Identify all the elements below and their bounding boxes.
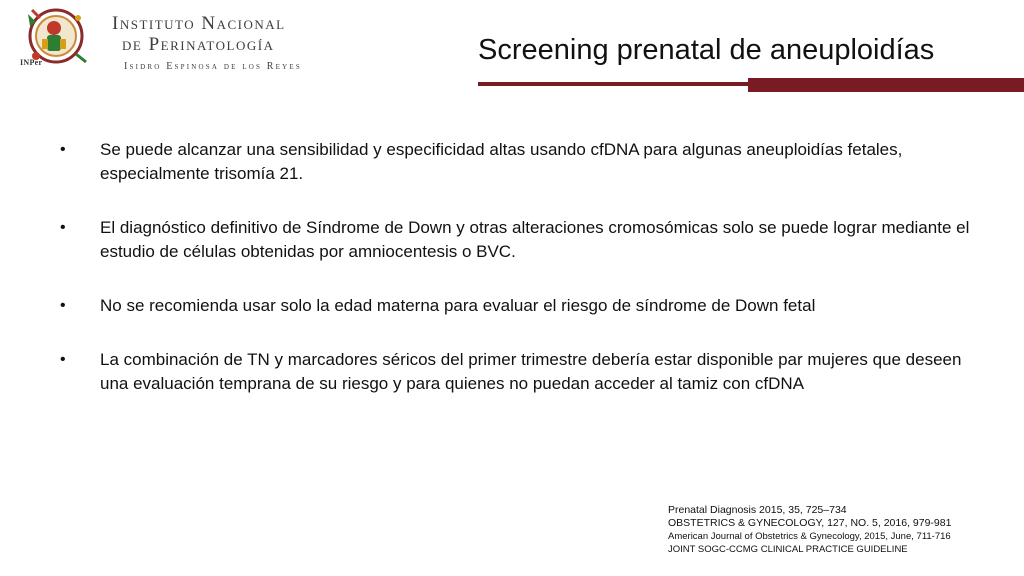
bullet-text: Se puede alcanzar una sensibilidad y especificidad altas usando cfDNA para algunas aneuploidías fetales, especialmente trisomía 21. [100, 140, 903, 183]
bullet-text: La combinación de TN y marcadores séricos del primer trimestre debería estar disponible par mujeres que deseen una evaluación temprana de su riesgo y para quienes no puedan acceder al tamiz con cfDNA [100, 350, 962, 393]
reference-item: OBSTETRICS & GYNECOLOGY, 127, NO. 5, 2016, 979-981 [668, 517, 952, 529]
reference-item: American Journal of Obstetrics & Gynecology, 2015, June, 711-716 [668, 531, 951, 542]
bullet-item [60, 138, 980, 186]
institution-name [112, 14, 302, 72]
bullet-marker: • [60, 141, 66, 158]
slide-title: Screening prenatal de aneuploidías [478, 34, 935, 66]
institution-name-line2: de Perinatología [122, 34, 275, 55]
bullet-item [60, 348, 980, 396]
bullet-item [60, 216, 980, 264]
institution-subtitle: Isidro Espinosa de los Reyes [124, 61, 302, 72]
logo-abbreviation: INPer [20, 58, 43, 67]
bullet-text: No se recomienda usar solo la edad materna para evaluar el riesgo de síndrome de Down fetal [100, 296, 816, 315]
reference-item: Prenatal Diagnosis 2015, 35, 725–734 [668, 504, 847, 516]
reference-list [668, 504, 951, 556]
bullet-marker: • [60, 297, 66, 314]
bullet-marker: • [60, 351, 66, 368]
title-underline-thin [478, 82, 748, 86]
title-underline-thick [748, 78, 1024, 92]
reference-item: JOINT SOGC-CCMG CLINICAL PRACTICE GUIDELINE [668, 544, 908, 555]
bullet-item [60, 294, 980, 318]
bullet-list [60, 138, 980, 426]
institution-name-line1: Instituto Nacional [112, 13, 286, 34]
bullet-marker: • [60, 219, 66, 236]
bullet-text: El diagnóstico definitivo de Síndrome de Down y otras alteraciones cromosómicas solo se puede lograr mediante el estudio de células obtenidas por amniocentesis o BVC. [100, 218, 970, 261]
